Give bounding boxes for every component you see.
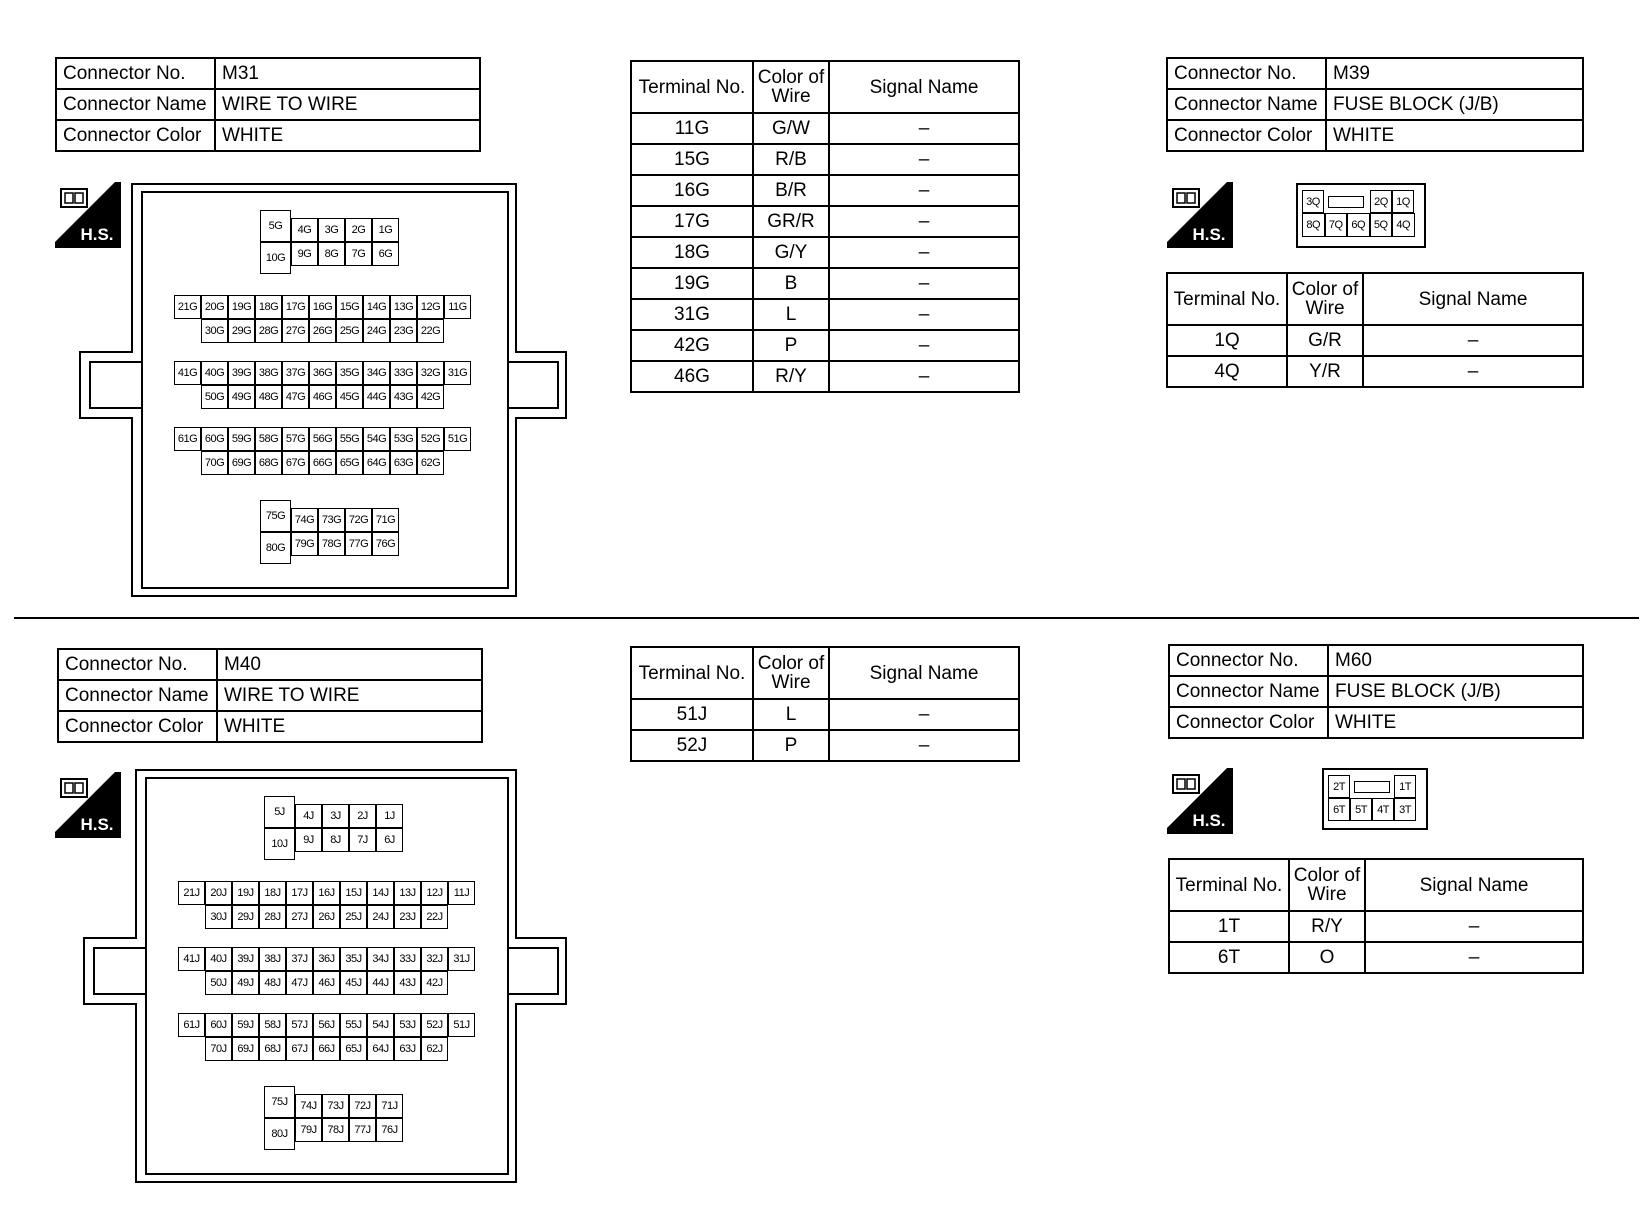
hs-label: H.S. (80, 225, 114, 244)
terminal-pin: 36J (313, 947, 340, 971)
terminal-pin: 40G (201, 361, 228, 385)
terminal-pin: 28J (259, 905, 286, 929)
terminal-pin: 44J (367, 971, 394, 995)
terminal-pin: 53G (390, 427, 417, 451)
terminal-pin: 41J (178, 947, 205, 971)
terminal-pin: 62G (417, 451, 444, 475)
terminal-pin: 76G (372, 532, 399, 556)
terminal-pin: 64J (367, 1037, 394, 1061)
terminal-pin: 33J (394, 947, 421, 971)
terminal-pin: 12G (417, 295, 444, 319)
signal-name-cell: – (1363, 356, 1583, 387)
wire-color-cell: GR/R (753, 206, 829, 237)
terminal-pin: 29J (232, 905, 259, 929)
terminal-pin: 57J (286, 1013, 313, 1037)
terminal-pin: 72J (349, 1094, 376, 1118)
terminal-pin: 79G (291, 532, 318, 556)
signal-name-cell: – (829, 730, 1019, 761)
terminal-no-cell: 52J (631, 730, 753, 761)
terminal-pin: 27G (282, 319, 309, 343)
terminal-row (1169, 911, 1583, 942)
terminal-pin: 61J (178, 1013, 205, 1037)
terminal-pin: 66J (313, 1037, 340, 1061)
terminal-pin: 65J (340, 1037, 367, 1061)
terminal-pin: 55J (340, 1013, 367, 1037)
terminal-pin: 67J (286, 1037, 313, 1061)
terminal-pin: 7G (345, 242, 372, 266)
terminal-table-m40 (630, 646, 1020, 762)
terminal-pin: 55G (336, 427, 363, 451)
terminal-pin: 6G (372, 242, 399, 266)
terminal-pin: 7Q (1325, 213, 1348, 237)
terminal-pin: 79J (295, 1118, 322, 1142)
terminal-row (631, 299, 1019, 330)
terminal-pin: 38J (259, 947, 286, 971)
terminal-pin: 1T (1394, 775, 1416, 798)
terminal-pin: 43J (394, 971, 421, 995)
signal-name-cell: – (829, 268, 1019, 299)
terminal-pin: 78G (318, 532, 345, 556)
hs-label: H.S. (80, 815, 114, 834)
terminal-pin: 51G (444, 427, 471, 451)
terminal-pin: 15G (336, 295, 363, 319)
connector-color-value: WHITE (215, 120, 480, 151)
terminal-pin: 37G (282, 361, 309, 385)
terminal-pin: 8Q (1302, 213, 1325, 237)
connector-no-label: Connector No. (56, 58, 215, 89)
signal-name-cell: – (829, 299, 1019, 330)
terminal-pin: 53J (394, 1013, 421, 1037)
connector-info-m39 (1166, 57, 1584, 152)
signal-name-cell: – (1365, 942, 1583, 973)
terminal-pin: 69J (232, 1037, 259, 1061)
terminal-no-cell: 11G (631, 113, 753, 144)
terminal-pin: 17G (282, 295, 309, 319)
terminal-row (1169, 942, 1583, 973)
color-of-wire-header: Color of Wire (1289, 859, 1365, 911)
terminal-pin: 21J (178, 881, 205, 905)
terminal-pin: 66G (309, 451, 336, 475)
wire-color-cell: B (753, 268, 829, 299)
terminal-pin: 44G (363, 385, 390, 409)
terminal-pin: 35J (340, 947, 367, 971)
signal-name-header: Signal Name (1363, 273, 1583, 325)
terminal-pin: 18G (255, 295, 282, 319)
terminal-no-header: Terminal No. (1167, 273, 1287, 325)
terminal-pin: 1G (372, 218, 399, 242)
terminal-table-m39 (1166, 272, 1584, 388)
connector-name-label: Connector Name (1167, 89, 1326, 120)
terminal-pin: 33G (390, 361, 417, 385)
terminal-pin: 5T (1350, 798, 1372, 821)
terminal-pin: 52G (417, 427, 444, 451)
hs-label: H.S. (1192, 225, 1226, 244)
terminal-no-cell: 31G (631, 299, 753, 330)
terminal-pin: 68J (259, 1037, 286, 1061)
terminal-pin: 62J (421, 1037, 448, 1061)
terminal-pin: 24G (363, 319, 390, 343)
terminal-pin: 42G (417, 385, 444, 409)
terminal-row (631, 206, 1019, 237)
terminal-pin: 69G (228, 451, 255, 475)
terminal-pin: 76J (376, 1118, 403, 1142)
terminal-pin: 60G (201, 427, 228, 451)
terminal-pin: 26J (313, 905, 340, 929)
terminal-pin: 25J (340, 905, 367, 929)
connector-no-label: Connector No. (58, 649, 217, 680)
color-of-wire-header: Color of Wire (753, 61, 829, 113)
terminal-pin: 3G (318, 218, 345, 242)
wire-color-cell: R/B (753, 144, 829, 175)
terminal-no-header: Terminal No. (631, 61, 753, 113)
terminal-pin: 32G (417, 361, 444, 385)
terminal-pin: 73G (318, 508, 345, 532)
terminal-pin: 59J (232, 1013, 259, 1037)
terminal-pin: 32J (421, 947, 448, 971)
terminal-pin: 47G (282, 385, 309, 409)
terminal-pin: 6J (376, 828, 403, 852)
terminal-pin: 40J (205, 947, 232, 971)
wire-color-cell: L (753, 299, 829, 330)
terminal-pin: 73J (322, 1094, 349, 1118)
terminal-pin: 71J (376, 1094, 403, 1118)
terminal-pin: 46J (313, 971, 340, 995)
terminal-pin: 16G (309, 295, 336, 319)
wire-color-cell: Y/R (1287, 356, 1363, 387)
signal-name-cell: – (829, 330, 1019, 361)
terminal-pin: 18J (259, 881, 286, 905)
signal-name-cell: – (829, 175, 1019, 206)
terminal-pin: 6T (1328, 798, 1350, 821)
terminal-pin: 50G (201, 385, 228, 409)
connector-name-value: FUSE BLOCK (J/B) (1326, 89, 1583, 120)
connector-color-label: Connector Color (1169, 707, 1328, 738)
terminal-pin: 35G (336, 361, 363, 385)
terminal-pin: 68G (255, 451, 282, 475)
terminal-pin: 27J (286, 905, 313, 929)
terminal-pin: 10J (264, 828, 295, 860)
connector-color-label: Connector Color (1167, 120, 1326, 151)
wire-color-cell: B/R (753, 175, 829, 206)
terminal-row (631, 699, 1019, 730)
terminal-no-cell: 16G (631, 175, 753, 206)
terminal-pin: 23J (394, 905, 421, 929)
terminal-pin: 75J (264, 1086, 295, 1118)
terminal-pin: 25G (336, 319, 363, 343)
connector-color-value: WHITE (1328, 707, 1583, 738)
terminal-pin: 7J (349, 828, 376, 852)
terminal-row (631, 268, 1019, 299)
wire-color-cell: L (753, 699, 829, 730)
wire-color-cell: P (753, 730, 829, 761)
terminal-pin: 34G (363, 361, 390, 385)
terminal-pin: 80J (264, 1118, 295, 1150)
terminal-pin: 4Q (1392, 213, 1415, 237)
color-of-wire-header: Color of Wire (753, 647, 829, 699)
terminal-pin: 39J (232, 947, 259, 971)
connector-color-value: WHITE (217, 711, 482, 742)
terminal-pin: 2T (1328, 775, 1350, 798)
terminal-pin: 36G (309, 361, 336, 385)
harness-side-icon (1167, 182, 1233, 248)
terminal-pin: 70G (201, 451, 228, 475)
terminal-pin: 21G (174, 295, 201, 319)
connector-name-value: WIRE TO WIRE (217, 680, 482, 711)
terminal-pin: 8G (318, 242, 345, 266)
connector-name-label: Connector Name (1169, 676, 1328, 707)
terminal-pin: 38G (255, 361, 282, 385)
terminal-pin: 8J (322, 828, 349, 852)
signal-name-cell: – (1365, 911, 1583, 942)
terminal-pin: 54J (367, 1013, 394, 1037)
wire-color-cell: O (1289, 942, 1365, 973)
connector-info-m40 (57, 648, 483, 743)
wire-color-cell: R/Y (753, 361, 829, 392)
terminal-pin: 6Q (1347, 213, 1370, 237)
terminal-no-cell: 15G (631, 144, 753, 175)
terminal-pin: 1J (376, 804, 403, 828)
terminal-pin: 77J (349, 1118, 376, 1142)
terminal-pin: 14J (367, 881, 394, 905)
connector-color-value: WHITE (1326, 120, 1583, 151)
terminal-pin: 28G (255, 319, 282, 343)
terminal-pin: 74G (291, 508, 318, 532)
terminal-pin: 19J (232, 881, 259, 905)
terminal-no-cell: 1T (1169, 911, 1289, 942)
terminal-pin: 10G (260, 242, 291, 274)
terminal-pin: 56J (313, 1013, 340, 1037)
terminal-pin: 63J (394, 1037, 421, 1061)
terminal-pin: 16J (313, 881, 340, 905)
terminal-pin: 59G (228, 427, 255, 451)
terminal-row (631, 237, 1019, 268)
color-of-wire-header: Color of Wire (1287, 273, 1363, 325)
terminal-pin: 39G (228, 361, 255, 385)
terminal-pin: 2Q (1370, 190, 1392, 213)
connector-no-value: M31 (215, 58, 480, 89)
terminal-no-cell: 1Q (1167, 325, 1287, 356)
wire-color-cell: G/W (753, 113, 829, 144)
connector-no-value: M60 (1328, 645, 1583, 676)
terminal-pin: 30J (205, 905, 232, 929)
terminal-pin: 3Q (1302, 190, 1324, 213)
terminal-pin: 3J (322, 804, 349, 828)
terminal-pin: 80G (260, 532, 291, 564)
terminal-pin: 22G (417, 319, 444, 343)
terminal-pin: 2J (349, 804, 376, 828)
terminal-pin: 45J (340, 971, 367, 995)
terminal-row (1167, 325, 1583, 356)
terminal-row (631, 144, 1019, 175)
terminal-pin: 37J (286, 947, 313, 971)
terminal-pin: 5Q (1370, 213, 1393, 237)
signal-name-cell: – (829, 113, 1019, 144)
terminal-pin: 17J (286, 881, 313, 905)
terminal-pin: 65G (336, 451, 363, 475)
terminal-pin: 52J (421, 1013, 448, 1037)
terminal-pin: 45G (336, 385, 363, 409)
terminal-pin: 48J (259, 971, 286, 995)
terminal-pin: 4G (291, 218, 318, 242)
terminal-pin: 19G (228, 295, 255, 319)
terminal-pin: 60J (205, 1013, 232, 1037)
terminal-table-m31 (630, 60, 1020, 393)
terminal-pin: 1Q (1392, 190, 1414, 213)
connector-name-label: Connector Name (56, 89, 215, 120)
terminal-pin: 64G (363, 451, 390, 475)
terminal-row (1167, 356, 1583, 387)
terminal-no-cell: 4Q (1167, 356, 1287, 387)
terminal-pin: 70J (205, 1037, 232, 1061)
connector-no-value: M39 (1326, 58, 1583, 89)
signal-name-cell: – (829, 144, 1019, 175)
terminal-pin: 41G (174, 361, 201, 385)
wire-color-cell: G/R (1287, 325, 1363, 356)
connector-lock-key (1354, 781, 1390, 793)
connector-info-m31 (55, 57, 481, 152)
signal-name-header: Signal Name (829, 61, 1019, 113)
connector-info-m60 (1168, 644, 1584, 739)
terminal-no-header: Terminal No. (631, 647, 753, 699)
terminal-pin: 3T (1394, 798, 1416, 821)
terminal-pin: 56G (309, 427, 336, 451)
terminal-no-cell: 51J (631, 699, 753, 730)
terminal-no-cell: 42G (631, 330, 753, 361)
terminal-pin: 31J (448, 947, 475, 971)
signal-name-cell: – (829, 237, 1019, 268)
terminal-pin: 61G (174, 427, 201, 451)
terminal-pin: 54G (363, 427, 390, 451)
signal-name-cell: – (1363, 325, 1583, 356)
connector-name-value: WIRE TO WIRE (215, 89, 480, 120)
section-divider (14, 617, 1639, 619)
connector-color-label: Connector Color (56, 120, 215, 151)
terminal-no-cell: 19G (631, 268, 753, 299)
terminal-no-cell: 46G (631, 361, 753, 392)
signal-name-header: Signal Name (829, 647, 1019, 699)
terminal-pin: 43G (390, 385, 417, 409)
connector-no-label: Connector No. (1167, 58, 1326, 89)
terminal-row (631, 730, 1019, 761)
terminal-pin: 26G (309, 319, 336, 343)
terminal-pin: 5J (264, 796, 295, 828)
terminal-pin: 11J (448, 881, 475, 905)
terminal-no-cell: 6T (1169, 942, 1289, 973)
terminal-pin: 34J (367, 947, 394, 971)
wire-color-cell: P (753, 330, 829, 361)
terminal-pin: 15J (340, 881, 367, 905)
terminal-pin: 12J (421, 881, 448, 905)
terminal-pin: 5G (260, 210, 291, 242)
wire-color-cell: G/Y (753, 237, 829, 268)
terminal-pin: 63G (390, 451, 417, 475)
terminal-pin: 23G (390, 319, 417, 343)
terminal-pin: 22J (421, 905, 448, 929)
terminal-pin: 50J (205, 971, 232, 995)
terminal-pin: 20G (201, 295, 228, 319)
terminal-row (631, 330, 1019, 361)
terminal-pin: 29G (228, 319, 255, 343)
terminal-pin: 24J (367, 905, 394, 929)
terminal-pin: 78J (322, 1118, 349, 1142)
terminal-table-m60 (1168, 858, 1584, 974)
terminal-pin: 9G (291, 242, 318, 266)
terminal-pin: 67G (282, 451, 309, 475)
terminal-pin: 57G (282, 427, 309, 451)
terminal-pin: 58J (259, 1013, 286, 1037)
terminal-pin: 11G (444, 295, 471, 319)
terminal-pin: 4J (295, 804, 322, 828)
terminal-pin: 31G (444, 361, 471, 385)
connector-name-label: Connector Name (58, 680, 217, 711)
terminal-pin: 13G (390, 295, 417, 319)
terminal-pin: 48G (255, 385, 282, 409)
signal-name-header: Signal Name (1365, 859, 1583, 911)
terminal-no-header: Terminal No. (1169, 859, 1289, 911)
wire-color-cell: R/Y (1289, 911, 1365, 942)
connector-lock-key (1328, 196, 1364, 208)
terminal-row (631, 113, 1019, 144)
terminal-pin: 75G (260, 500, 291, 532)
connector-color-label: Connector Color (58, 711, 217, 742)
terminal-row (631, 361, 1019, 392)
terminal-pin: 74J (295, 1094, 322, 1118)
terminal-pin: 14G (363, 295, 390, 319)
terminal-pin: 46G (309, 385, 336, 409)
terminal-pin: 49J (232, 971, 259, 995)
connector-name-value: FUSE BLOCK (J/B) (1328, 676, 1583, 707)
terminal-pin: 72G (345, 508, 372, 532)
terminal-pin: 30G (201, 319, 228, 343)
terminal-pin: 47J (286, 971, 313, 995)
terminal-row (631, 175, 1019, 206)
terminal-no-cell: 18G (631, 237, 753, 268)
terminal-pin: 9J (295, 828, 322, 852)
terminal-pin: 71G (372, 508, 399, 532)
signal-name-cell: – (829, 361, 1019, 392)
connector-no-label: Connector No. (1169, 645, 1328, 676)
terminal-pin: 13J (394, 881, 421, 905)
signal-name-cell: – (829, 699, 1019, 730)
terminal-pin: 2G (345, 218, 372, 242)
terminal-no-cell: 17G (631, 206, 753, 237)
terminal-pin: 42J (421, 971, 448, 995)
terminal-pin: 20J (205, 881, 232, 905)
terminal-pin: 77G (345, 532, 372, 556)
terminal-pin: 4T (1372, 798, 1394, 821)
signal-name-cell: – (829, 206, 1019, 237)
connector-no-value: M40 (217, 649, 482, 680)
terminal-pin: 51J (448, 1013, 475, 1037)
terminal-pin: 49G (228, 385, 255, 409)
hs-label: H.S. (1192, 811, 1226, 830)
harness-side-icon (1167, 768, 1233, 834)
terminal-pin: 58G (255, 427, 282, 451)
